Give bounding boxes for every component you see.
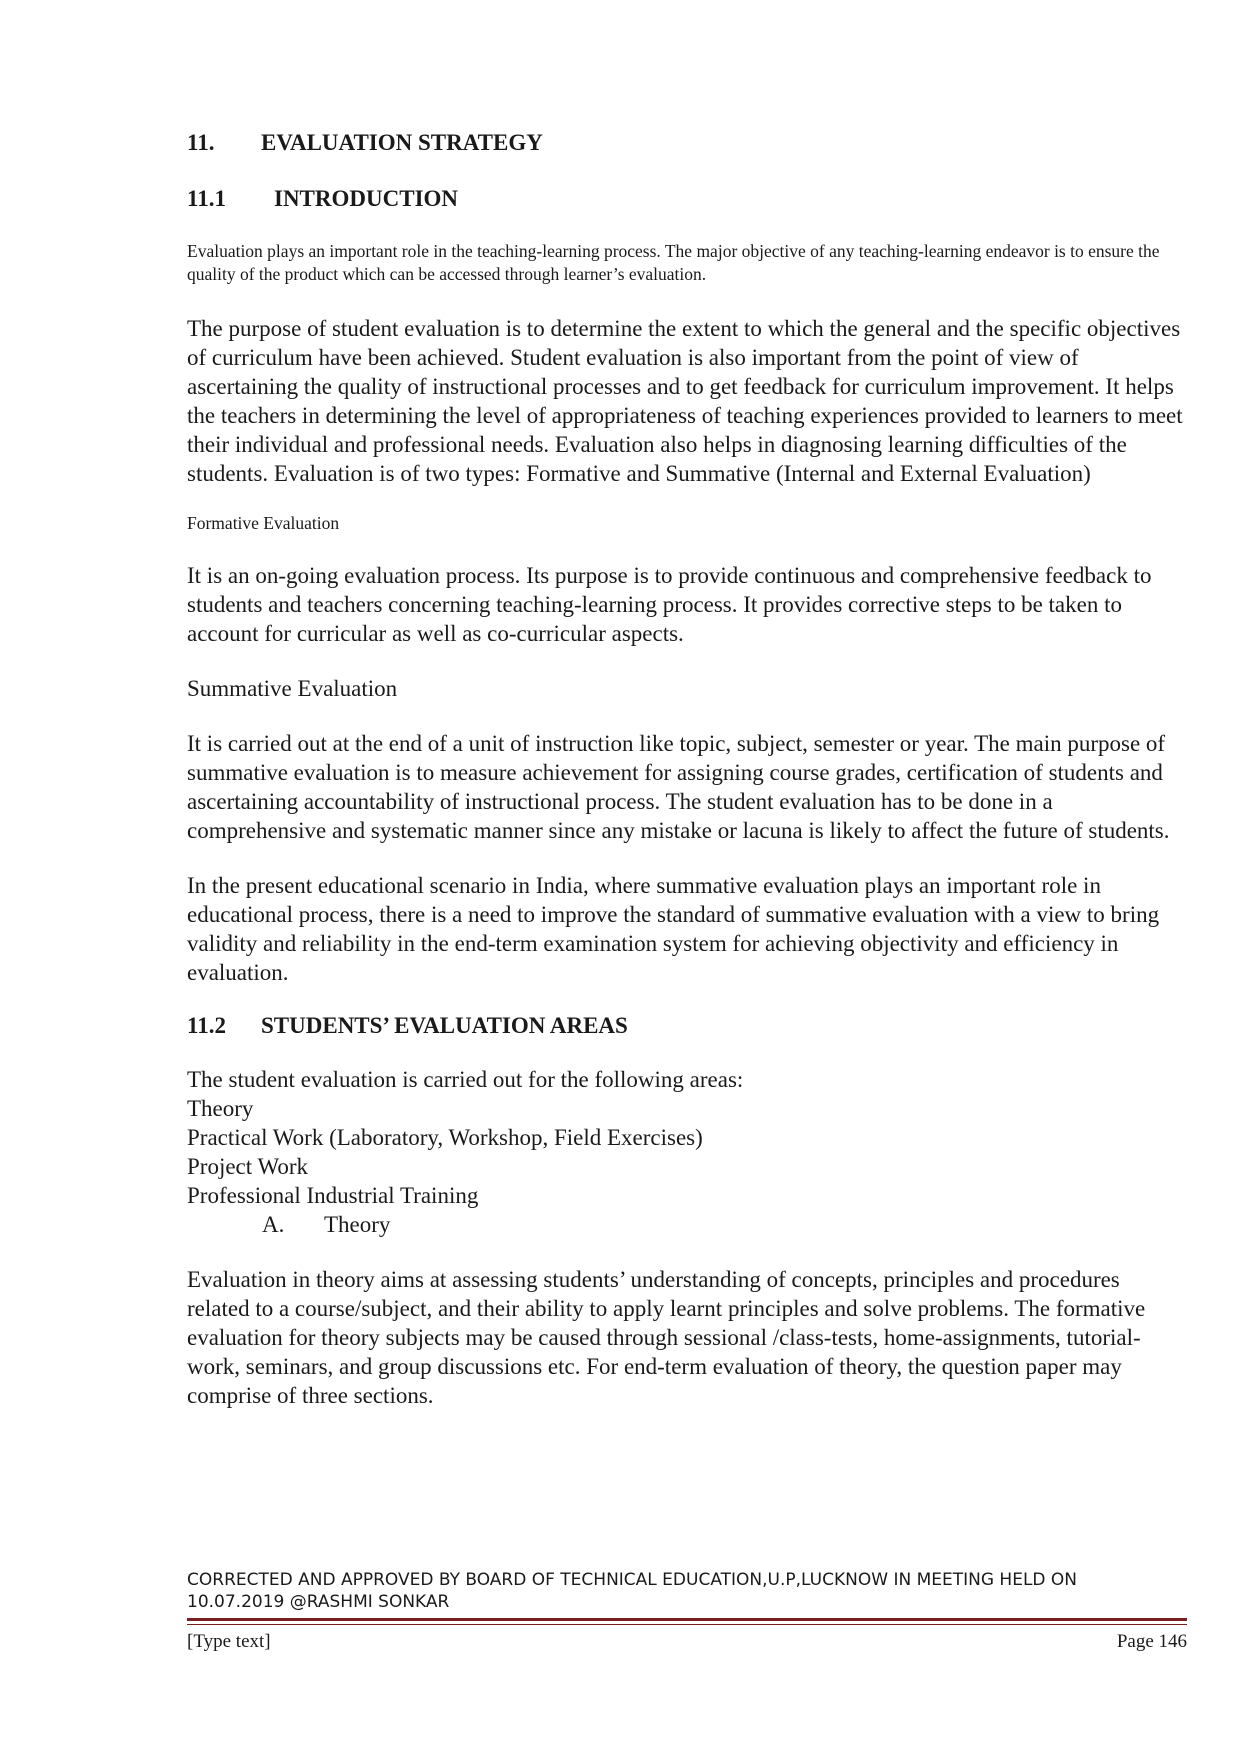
footer-placeholder-text: [Type text] <box>187 1631 271 1652</box>
footer-divider-thick <box>187 1618 1187 1621</box>
formative-paragraph: It is an on-going evaluation process. Its purpose is to provide continuous and comprehensive feedback to students and teachers concerning teaching-learning process. It provides corrective steps to be taken to account for curricular as well as co-curricular aspects. <box>187 563 1152 646</box>
india-paragraph: In the present educational scenario in India, where summative evaluation plays an important role in educational process, there is a need to improve the standard of summative evaluation with a view to bring validity and reliability in the end-term examination system for achieving objectivity and efficiency in evaluation. <box>187 873 1160 985</box>
section-number: 11.2 <box>187 1013 226 1038</box>
sub-heading-title: Theory <box>324 1212 391 1237</box>
list-item: Project Work <box>187 1154 309 1179</box>
section-title: EVALUATION STRATEGY <box>261 130 543 155</box>
list-item: Practical Work (Laboratory, Workshop, Field Exercises) <box>187 1125 703 1150</box>
sub-heading-theory <box>187 1210 1187 1239</box>
summative-label: Summative Evaluation <box>187 676 398 701</box>
page-content <box>187 128 1187 1410</box>
section-number: 11. <box>187 130 215 155</box>
list-item: Professional Industrial Training <box>187 1183 479 1208</box>
purpose-paragraph: The purpose of student evaluation is to determine the extent to which the general and the specific objectives of curriculum have been achieved. Student evaluation is also important from the point of view of ascertaining the quality of instructional processes and to get feedback for curriculum improvement. It helps the teachers in determining the level of appropriateness of teaching experiences provided to learners to meet their individual and professional needs. Evaluation also helps in diagnosing learning difficulties of the students. Evaluation is of two types: Formative and Summative (Internal and External Evaluation) <box>187 316 1183 486</box>
sub-heading-letter: A. <box>262 1212 285 1237</box>
intro-paragraph: Evaluation plays an important role in the teaching-learning process. The major objective of any teaching-learning endeavor is to ensure the quality of the product which can be accessed through learner’s evaluation. <box>187 241 1160 284</box>
list-item: Theory <box>187 1096 254 1121</box>
evaluation-areas-list <box>187 1094 1187 1210</box>
page-number: Page 146 <box>1116 1631 1187 1652</box>
approval-note-line: CORRECTED AND APPROVED BY BOARD OF TECHNICAL EDUCATION,U.P,LUCKNOW IN MEETING HELD ON <box>187 1570 1078 1590</box>
areas-intro-paragraph: The student evaluation is carried out for the following areas: <box>187 1067 744 1092</box>
theory-paragraph: Evaluation in theory aims at assessing students’ understanding of concepts, principles and procedures related to a course/subject, and their ability to apply learnt principles and solve problems. The formative evaluation for theory subjects may be caused through sessional /class-tests, home-assignments, tutorial-work, seminars, and group discussions etc. For end-term evaluation of theory, the question paper may comprise of three sections. <box>187 1267 1146 1408</box>
section-heading-11-2 <box>187 1011 1187 1041</box>
section-title: INTRODUCTION <box>274 186 459 211</box>
summative-paragraph: It is carried out at the end of a unit of instruction like topic, subject, semester or year. The main purpose of summative evaluation is to measure achievement for assigning course grades, certification of students and ascertaining accountability of instructional process. The student evaluation has to be done in a comprehensive and systematic manner since any mistake or lacuna is likely to affect the future of students. <box>187 731 1170 843</box>
section-title: STUDENTS’ EVALUATION AREAS <box>261 1013 628 1038</box>
approval-note <box>187 1569 1187 1613</box>
approval-note-line: 10.07.2019 @RASHMI SONKAR <box>187 1592 450 1612</box>
section-number: 11.1 <box>187 186 226 211</box>
section-heading-11 <box>187 128 1187 158</box>
footer-divider-thin <box>187 1624 1187 1625</box>
formative-label: Formative Evaluation <box>187 513 340 533</box>
section-heading-11-1 <box>187 184 1187 214</box>
